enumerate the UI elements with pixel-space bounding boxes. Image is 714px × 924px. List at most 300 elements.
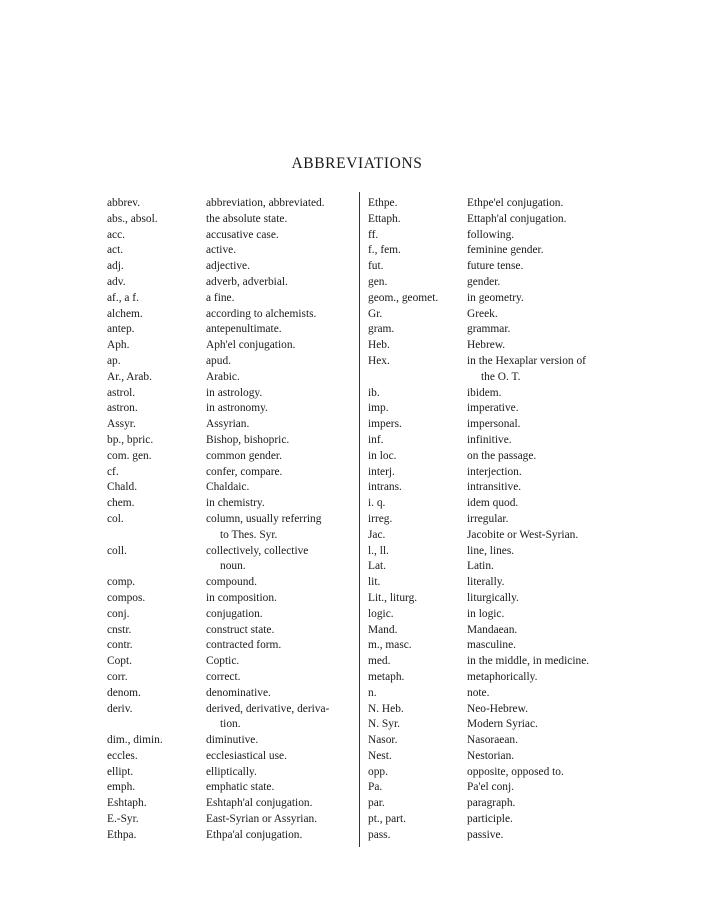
definition-text: Assyrian.: [206, 418, 250, 431]
abbreviation-definition: [467, 275, 630, 291]
definition-text: imperative.: [467, 402, 519, 415]
page-title: ABBREVIATIONS: [291, 155, 423, 172]
abbreviation-definition: [467, 607, 630, 623]
abbreviation-term: n.: [368, 686, 377, 699]
abbreviation-definition: [467, 212, 630, 228]
abbreviation-entry: [368, 623, 630, 639]
abbreviation-entry: [107, 512, 357, 544]
definition-text: Modern Syriac.: [467, 718, 538, 731]
abbreviation-definition: [206, 322, 357, 338]
abbreviation-definition: [206, 291, 357, 307]
abbreviation-definition: [206, 401, 357, 417]
abbreviation-term: l., ll.: [368, 544, 389, 557]
abbreviation-entry: [107, 670, 357, 686]
abbreviation-definition: [206, 544, 357, 576]
abbreviation-definition: [467, 386, 630, 402]
abbreviation-entry: [107, 607, 357, 623]
abbreviation-term: abbrev.: [107, 197, 141, 209]
abbreviation-definition: [467, 322, 630, 338]
abbreviation-definition: [467, 480, 630, 496]
abbreviation-term: Eshtaph.: [107, 797, 147, 810]
definition-text: line, lines.: [467, 544, 515, 557]
definition-text: Eshtaph'al conjugation.: [206, 797, 313, 810]
abbreviation-definition: [467, 228, 630, 244]
abbreviation-entry: [368, 702, 630, 718]
definition-continuation: tion.: [220, 718, 241, 731]
abbreviation-definition: [206, 370, 357, 386]
definition-text: Ethpa'al conjugation.: [206, 828, 303, 841]
abbreviation-term: Nasor.: [368, 734, 398, 747]
abbreviation-entry: [107, 338, 357, 354]
definition-text: a fine.: [206, 291, 235, 304]
abbreviation-term: antep.: [107, 323, 135, 336]
abbreviation-definition: [467, 465, 630, 481]
abbreviation-entry: [107, 654, 357, 670]
abbreviation-definition: [206, 575, 357, 591]
abbreviation-entry: [107, 686, 357, 702]
abbreviation-term: compos.: [107, 591, 146, 604]
abbreviation-definition: [467, 512, 630, 528]
abbreviation-term: corr.: [107, 670, 128, 683]
abbreviation-definition: [206, 512, 357, 544]
definition-text: derived, derivative, deriva-: [206, 702, 330, 715]
abbreviation-entry: [368, 496, 630, 512]
abbreviation-entry: [107, 275, 357, 291]
definition-text: passive.: [467, 828, 504, 841]
abbreviation-term: geom., geomet.: [368, 291, 439, 304]
definition-text: future tense.: [467, 260, 524, 273]
abbreviation-definition: [467, 259, 630, 275]
definition-text: Arabic.: [206, 370, 240, 383]
abbreviation-definition: [467, 243, 630, 259]
abbreviation-definition: [206, 607, 357, 623]
abbreviation-definition: [206, 259, 357, 275]
abbreviation-definition: [206, 623, 357, 639]
definition-text: irregular.: [467, 512, 509, 525]
definition-text: collectively, collective: [206, 544, 309, 557]
definition-text: Coptic.: [206, 655, 240, 668]
definition-continuation: the O. T.: [481, 370, 521, 383]
abbreviation-term: alchem.: [107, 307, 143, 320]
abbreviation-entry: [368, 228, 630, 244]
abbreviation-definition: [467, 686, 630, 702]
definition-text: Hebrew.: [467, 339, 506, 352]
abbreviation-term: in loc.: [368, 449, 397, 462]
abbreviation-term: pt., part.: [368, 813, 406, 826]
abbreviation-entry: [368, 338, 630, 354]
definition-text: in astronomy.: [206, 402, 268, 415]
abbreviation-entry: [368, 449, 630, 465]
abbreviation-term: f., fem.: [368, 244, 401, 257]
abbreviation-definition: [467, 654, 630, 670]
abbreviation-term: metaph.: [368, 670, 405, 683]
abbreviation-entry: [107, 465, 357, 481]
abbreviation-definition: [467, 623, 630, 639]
definition-text: Neo-Hebrew.: [467, 702, 528, 715]
abbreviation-entry: [107, 749, 357, 765]
abbreviation-definition: [206, 733, 357, 749]
abbreviation-term: deriv.: [107, 702, 133, 715]
definition-continuation: noun.: [220, 560, 246, 573]
definition-text: column, usually referring: [206, 512, 322, 525]
definition-text: infinitive.: [467, 433, 512, 446]
definition-text: Aph'el conjugation.: [206, 339, 296, 352]
definition-text: Pa'el conj.: [467, 781, 514, 794]
abbreviation-entry: [107, 765, 357, 781]
definition-text: gender.: [467, 275, 501, 288]
abbreviation-entry: [107, 322, 357, 338]
abbreviation-term: ib.: [368, 386, 380, 399]
definition-text: participle.: [467, 813, 513, 826]
abbreviation-term: Pa.: [368, 781, 383, 794]
definition-text: correct.: [206, 670, 241, 683]
definition-text: accusative case.: [206, 228, 279, 241]
abbreviation-entry: [107, 196, 357, 212]
abbreviation-definition: [467, 765, 630, 781]
abbreviation-entry: [107, 307, 357, 323]
abbreviation-term: bp., bpric.: [107, 433, 154, 446]
abbreviation-entry: [368, 686, 630, 702]
abbreviation-definition: [467, 812, 630, 828]
abbreviation-definition: [206, 243, 357, 259]
abbreviation-entry: [107, 623, 357, 639]
definition-continuation: to Thes. Syr.: [220, 528, 278, 541]
abbreviation-definition: [467, 401, 630, 417]
definition-text: ibidem.: [467, 386, 502, 399]
abbreviation-term: com. gen.: [107, 449, 152, 462]
definition-text: liturgically.: [467, 591, 519, 604]
abbreviation-term: imp.: [368, 402, 389, 415]
column-divider: [359, 192, 360, 847]
abbreviation-entry: [368, 765, 630, 781]
abbreviation-term: Ethpe.: [368, 197, 398, 209]
definition-text: contracted form.: [206, 639, 282, 652]
abbreviation-definition: [467, 575, 630, 591]
abbreviation-term: ellipt.: [107, 765, 134, 778]
definition-text: idem quod.: [467, 497, 519, 510]
abbreviation-term: Jac.: [368, 528, 386, 541]
abbreviation-term: acc.: [107, 228, 126, 241]
abbreviation-definition: [206, 433, 357, 449]
abbreviation-term: Nest.: [368, 749, 392, 762]
abbreviation-term: astron.: [107, 402, 138, 415]
abbreviation-definition: [467, 196, 630, 212]
abbreviation-definition: [206, 465, 357, 481]
abbreviation-term: i. q.: [368, 497, 386, 510]
definition-text: opposite, opposed to.: [467, 765, 564, 778]
definition-text: active.: [206, 244, 237, 257]
abbreviation-definition: [206, 307, 357, 323]
abbreviation-definition: [206, 702, 357, 734]
definition-text: in the Hexaplar version of: [467, 354, 586, 367]
abbreviation-list-right: [368, 196, 630, 844]
abbreviation-term: Hex.: [368, 354, 390, 367]
abbreviation-entry: [368, 654, 630, 670]
definition-text: abbreviation, abbreviated.: [206, 197, 325, 209]
abbreviation-entry: [107, 812, 357, 828]
abbreviation-entry: [107, 828, 357, 844]
abbreviation-definition: [467, 796, 630, 812]
abbreviation-definition: [467, 638, 630, 654]
definition-text: in astrology.: [206, 386, 263, 399]
definition-text: Jacobite or West-Syrian.: [467, 528, 579, 541]
abbreviation-definition: [206, 212, 357, 228]
abbreviation-definition: [467, 544, 630, 560]
abbreviation-term: coll.: [107, 544, 127, 557]
abbreviation-term: eccles.: [107, 749, 138, 762]
abbreviation-definition: [206, 749, 357, 765]
abbreviation-entry: [368, 243, 630, 259]
abbreviation-term: inf.: [368, 433, 384, 446]
definition-text: diminutive.: [206, 734, 259, 747]
abbreviation-term: conj.: [107, 607, 130, 620]
abbreviation-definition: [206, 812, 357, 828]
abbreviation-entry: [107, 259, 357, 275]
definition-text: elliptically.: [206, 765, 257, 778]
abbreviation-definition: [206, 765, 357, 781]
abbreviation-entry: [368, 354, 630, 386]
definition-text: Ettaph'al conjugation.: [467, 212, 567, 225]
abbreviation-term: astrol.: [107, 386, 136, 399]
abbreviation-term: adj.: [107, 260, 124, 273]
definition-text: according to alchemists.: [206, 307, 317, 320]
abbreviation-term: Mand.: [368, 623, 398, 636]
definition-text: apud.: [206, 354, 231, 367]
abbreviation-definition: [206, 417, 357, 433]
abbreviation-term: lit.: [368, 576, 381, 589]
definition-text: Greek.: [467, 307, 498, 320]
abbreviation-entry: [368, 638, 630, 654]
abbreviation-term: intrans.: [368, 481, 402, 494]
abbreviation-term: cf.: [107, 465, 119, 478]
abbreviation-entry: [368, 749, 630, 765]
abbreviation-term: dim., dimin.: [107, 734, 163, 747]
definition-text: in the middle, in medicine.: [467, 655, 590, 668]
definition-text: in chemistry.: [206, 497, 265, 510]
abbreviation-entry: [107, 480, 357, 496]
definition-text: emphatic state.: [206, 781, 275, 794]
definition-text: Ethpe'el conjugation.: [467, 197, 564, 209]
abbreviation-definition: [467, 449, 630, 465]
abbreviation-entry: [368, 291, 630, 307]
abbreviation-entry: [368, 591, 630, 607]
abbreviation-term: abs., absol.: [107, 212, 158, 225]
definition-text: the absolute state.: [206, 212, 288, 225]
definition-text: in composition.: [206, 591, 277, 604]
definition-text: denominative.: [206, 686, 271, 699]
abbreviation-term: E.-Syr.: [107, 813, 139, 826]
abbreviation-term: Heb.: [368, 339, 390, 352]
abbreviation-definition: [467, 749, 630, 765]
abbreviation-entry: [368, 796, 630, 812]
definition-text: compound.: [206, 576, 257, 589]
definition-text: East-Syrian or Assyrian.: [206, 813, 318, 826]
abbreviation-definition: [467, 528, 630, 544]
abbreviation-entry: [107, 544, 357, 576]
abbreviation-definition: [467, 828, 630, 844]
definition-text: impersonal.: [467, 418, 521, 431]
definition-text: in geometry.: [467, 291, 524, 304]
abbreviation-term: adv.: [107, 275, 126, 288]
definition-text: construct state.: [206, 623, 275, 636]
definition-text: adjective.: [206, 260, 250, 273]
abbreviation-term: irreg.: [368, 512, 393, 525]
abbreviation-definition: [206, 228, 357, 244]
abbreviation-entry: [107, 591, 357, 607]
abbreviation-term: opp.: [368, 765, 388, 778]
definition-text: feminine gender.: [467, 244, 544, 257]
abbreviation-entry: [107, 780, 357, 796]
abbreviation-entry: [107, 386, 357, 402]
abbreviation-term: chem.: [107, 497, 135, 510]
definition-text: following.: [467, 228, 515, 241]
abbreviation-definition: [467, 670, 630, 686]
abbreviation-definition: [467, 354, 630, 386]
abbreviation-entry: [107, 370, 357, 386]
abbreviation-entry: [107, 433, 357, 449]
abbreviation-list-left: [107, 196, 357, 844]
abbreviation-term: col.: [107, 512, 124, 525]
abbreviation-entry: [368, 828, 630, 844]
abbreviation-definition: [206, 670, 357, 686]
abbreviation-definition: [206, 354, 357, 370]
abbreviation-entry: [107, 417, 357, 433]
definition-text: antepenultimate.: [206, 323, 282, 336]
abbreviation-definition: [467, 559, 630, 575]
abbreviation-definition: [206, 449, 357, 465]
definition-text: masculine.: [467, 639, 517, 652]
abbreviation-definition: [206, 686, 357, 702]
abbreviation-entry: [107, 212, 357, 228]
definition-text: Chaldaic.: [206, 481, 250, 494]
abbreviation-entry: [368, 717, 630, 733]
definition-text: common gender.: [206, 449, 282, 462]
abbreviation-entry: [107, 449, 357, 465]
definition-text: grammar.: [467, 323, 511, 336]
definition-text: Bishop, bishopric.: [206, 433, 290, 446]
abbreviation-entry: [368, 812, 630, 828]
abbreviation-entry: [368, 386, 630, 402]
abbreviation-definition: [467, 291, 630, 307]
definition-text: in logic.: [467, 607, 505, 620]
abbreviation-term: comp.: [107, 576, 136, 589]
abbreviation-term: Ethpa.: [107, 828, 137, 841]
abbreviation-definition: [206, 780, 357, 796]
definition-text: adverb, adverbial.: [206, 275, 288, 288]
abbreviation-entry: [368, 512, 630, 528]
definition-text: Nasoraean.: [467, 734, 518, 747]
abbreviation-term: Ettaph.: [368, 212, 401, 225]
abbreviation-entry: [368, 259, 630, 275]
abbreviation-term: Aph.: [107, 339, 130, 352]
abbreviation-definition: [467, 717, 630, 733]
abbreviation-definition: [467, 307, 630, 323]
definition-text: on the passage.: [467, 449, 537, 462]
abbreviation-definition: [206, 638, 357, 654]
abbreviation-term: Lat.: [368, 560, 387, 573]
definition-text: interjection.: [467, 465, 522, 478]
abbreviation-entry: [368, 212, 630, 228]
abbreviation-entry: [368, 275, 630, 291]
definition-text: Mandaean.: [467, 623, 518, 636]
abbreviation-term: med.: [368, 655, 391, 668]
abbreviation-definition: [467, 733, 630, 749]
abbreviation-entry: [107, 575, 357, 591]
abbreviation-entry: [107, 733, 357, 749]
abbreviation-definition: [206, 386, 357, 402]
definition-text: paragraph.: [467, 797, 516, 810]
abbreviation-definition: [206, 828, 357, 844]
abbreviation-entry: [107, 496, 357, 512]
abbreviation-term: contr.: [107, 639, 133, 652]
abbreviation-entry: [368, 559, 630, 575]
abbreviation-term: Assyr.: [107, 418, 136, 431]
abbreviation-term: N. Syr.: [368, 718, 400, 731]
abbreviation-term: fut.: [368, 260, 384, 273]
abbreviation-entry: [368, 465, 630, 481]
abbreviation-term: interj.: [368, 465, 395, 478]
abbreviation-definition: [206, 496, 357, 512]
abbreviation-entry: [368, 528, 630, 544]
abbreviation-term: m., masc.: [368, 639, 412, 652]
abbreviation-entry: [368, 417, 630, 433]
abbreviation-term: par.: [368, 797, 385, 810]
abbreviation-entry: [368, 196, 630, 212]
abbreviation-term: Chald.: [107, 481, 138, 494]
abbreviation-term: impers.: [368, 418, 402, 431]
abbreviation-definition: [206, 654, 357, 670]
abbreviation-entry: [107, 228, 357, 244]
abbreviation-entry: [368, 733, 630, 749]
abbreviation-definition: [467, 433, 630, 449]
abbreviation-definition: [206, 196, 357, 212]
definition-text: literally.: [467, 576, 505, 589]
abbreviation-entry: [368, 433, 630, 449]
definition-text: ecclesiastical use.: [206, 749, 287, 762]
abbreviation-term: pass.: [368, 828, 391, 841]
abbreviation-entry: [107, 354, 357, 370]
abbreviation-term: af., a f.: [107, 291, 139, 304]
abbreviation-entry: [368, 607, 630, 623]
definition-text: intransitive.: [467, 481, 522, 494]
abbreviation-entry: [107, 401, 357, 417]
definition-text: metaphorically.: [467, 670, 538, 683]
abbreviation-entry: [368, 322, 630, 338]
abbreviation-entry: [107, 243, 357, 259]
definition-text: confer, compare.: [206, 465, 283, 478]
abbreviation-definition: [206, 338, 357, 354]
abbreviation-entry: [107, 638, 357, 654]
abbreviation-entry: [368, 575, 630, 591]
abbreviation-entry: [107, 291, 357, 307]
abbreviation-definition: [206, 591, 357, 607]
definition-text: note.: [467, 686, 490, 699]
abbreviation-term: Ar., Arab.: [107, 370, 152, 383]
abbreviation-term: N. Heb.: [368, 702, 404, 715]
abbreviation-term: emph.: [107, 781, 136, 794]
abbreviation-term: Gr.: [368, 307, 383, 320]
abbreviation-term: cnstr.: [107, 623, 132, 636]
abbreviation-entry: [368, 670, 630, 686]
abbreviation-term: gen.: [368, 275, 388, 288]
abbreviation-entry: [368, 480, 630, 496]
abbreviation-entry: [368, 780, 630, 796]
abbreviation-definition: [467, 591, 630, 607]
abbreviation-term: denom.: [107, 686, 141, 699]
abbreviation-term: logic.: [368, 607, 394, 620]
abbreviation-entry: [107, 702, 357, 734]
abbreviation-definition: [206, 480, 357, 496]
